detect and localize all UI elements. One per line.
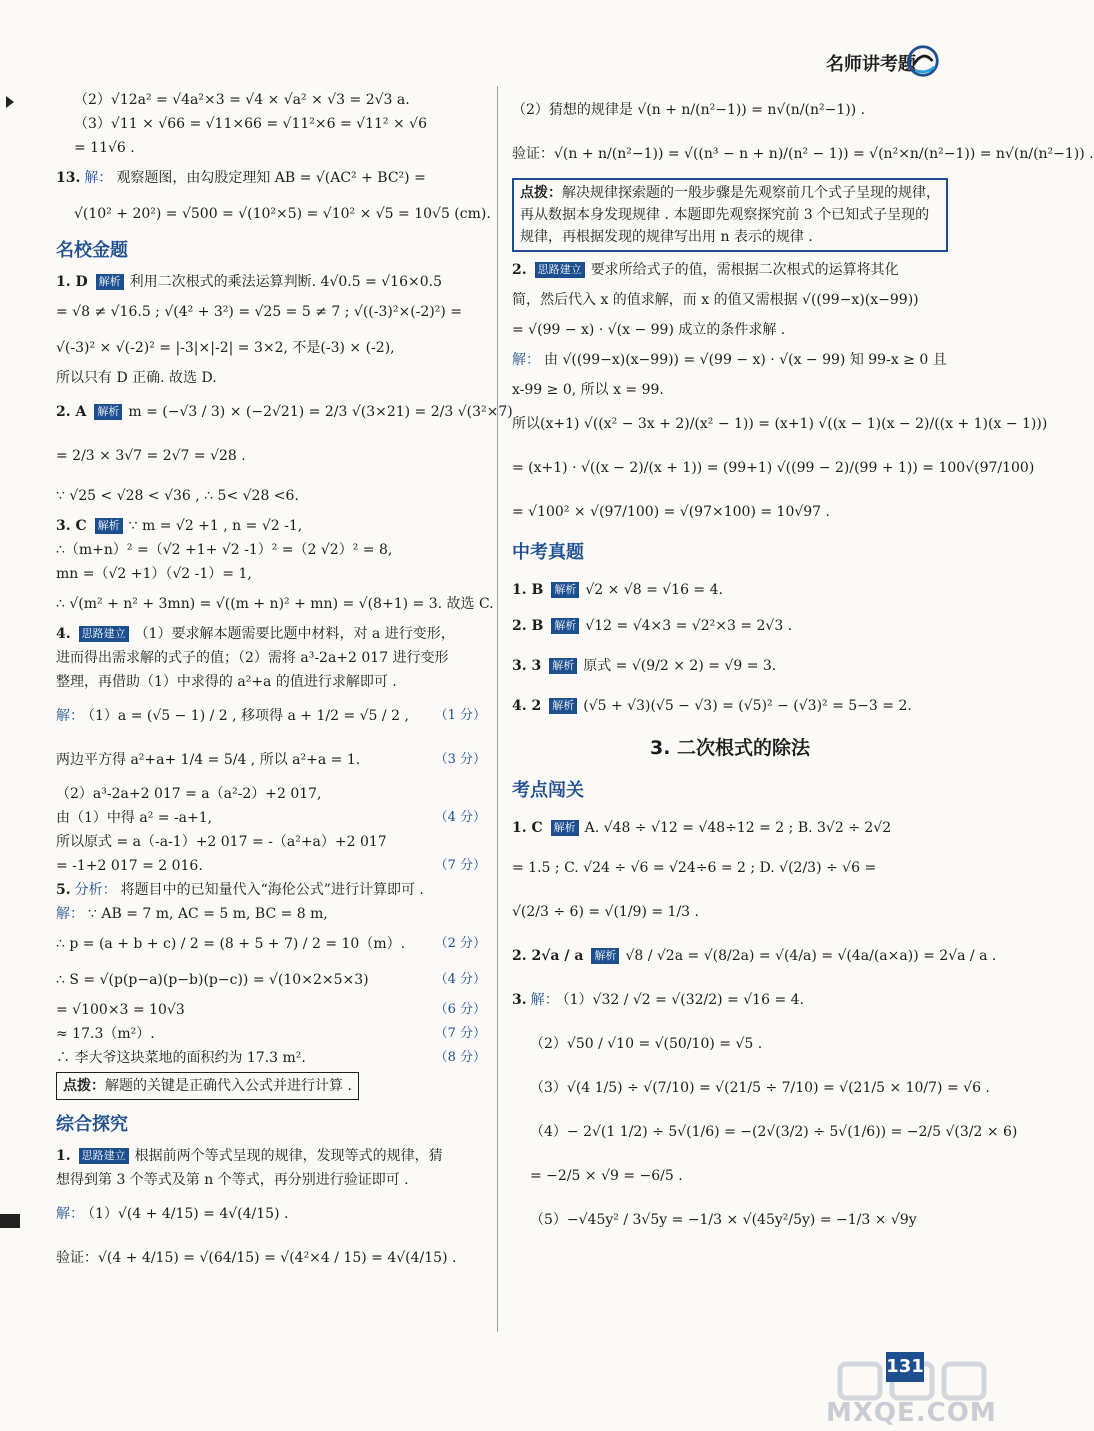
answer-text: 原式 = √(9/2 × 2) = √9 = 3. [583, 658, 777, 674]
watermark-text: MXQE.COM [826, 1398, 997, 1428]
answer-text: （1）要求解本题需要比题中材料，对 a 进行变形， [134, 626, 455, 642]
answer-line [512, 258, 948, 282]
score-note: （3 分） [434, 752, 486, 767]
right-column [512, 88, 1094, 1242]
answer-line [56, 694, 486, 738]
answer-line: = (x+1) · √((x − 2)/(x + 1)) = (99+1) √((99 − 2)/(99 + 1)) = 100√(97/100) [512, 460, 1035, 476]
answer-text: = √100×3 = 10√3 [56, 1002, 185, 1018]
answer-line: 整理，再借助（1）中求得的 a²+a 的值进行求解即可 . [56, 674, 397, 690]
solution-label: 解： [512, 352, 540, 368]
answer-line [56, 806, 486, 830]
answer-line: ∴（m+n）² =（√2 +1+ √2 -1）² =（2 √2）² = 8, [56, 542, 393, 558]
answer-line: （2）√12a² = √4a²×3 = √4 × √a² × √3 = 2√3 a. [74, 92, 410, 108]
answer-text: 由 √((99−x)(x−99)) = √(99 − x) · √(x − 99) 知 99-x ≥ 0 且 [544, 352, 947, 368]
answer-text: （1）√32 / √2 = √(32/2) = √16 = 4. [562, 992, 804, 1008]
solution-label: 解： [84, 170, 113, 186]
answer-line: 简，然后代入 x 的值求解，而 x 的值又需根据 √((99−x)(x−99)) [512, 292, 919, 308]
question-number: 3. [512, 992, 527, 1008]
analysis-tag: 解析 [94, 404, 122, 420]
answer-line [56, 622, 486, 646]
answer-line: = 2/3 × 3√7 = 2√7 = √28 . [56, 448, 246, 464]
score-note: （7 分） [434, 858, 486, 873]
tip-label: 点拨： [520, 185, 562, 201]
answer-text: （1）a = (√5 − 1) / 2 , 移项得 a + 1/2 = √5 / 2 , [88, 708, 409, 724]
answer-line [56, 962, 486, 998]
answer-line: 所以原式 = a（-a-1）+2 017 = -（a²+a）+2 017 [56, 834, 387, 850]
tip-box [512, 178, 948, 252]
answer-line [56, 998, 486, 1022]
answer-line: （3）√(4 1/5) ÷ √(7/10) = √(21/5 ÷ 7/10) = √(21/5 × 10/7) = √6 . [530, 1080, 990, 1096]
answer-line: √(2/3 ÷ 6) = √(1/9) = 1/3 . [512, 904, 699, 920]
solution-label: 解： [56, 906, 84, 922]
answer-line [56, 1144, 486, 1168]
approach-tag: 思路建立 [79, 626, 129, 642]
question-number: 2. B [512, 618, 544, 634]
approach-tag: 思路建立 [535, 262, 585, 278]
answer-line: （5）−√45y² / 3√5y = −1/3 × √(45y²/5y) = −1/3 × √9y [530, 1212, 917, 1228]
page-edge-marker [6, 96, 14, 108]
question-number: 3. 3 [512, 658, 542, 674]
answer-line: （2）a³-2a+2 017 = a（a²-2）+2 017, [56, 786, 322, 802]
question-number: 4. [56, 626, 71, 642]
question-number: 1. C [512, 820, 543, 836]
score-note: （6 分） [434, 1002, 486, 1017]
answer-line: √(10² + 20²) = √500 = √(10²×5) = √10² × √5 = 10√5 (cm). [74, 206, 491, 222]
answer-line: 所以只有 D 正确. 故选 D. [56, 370, 217, 386]
answer-line: = 11√6 . [74, 140, 135, 156]
answer-line: = √100² × √(97/100) = √(97×100) = 10√97 . [512, 504, 830, 520]
question-number: 2. 2√a / a [512, 948, 584, 964]
answer-line [56, 160, 486, 196]
answer-line [56, 902, 486, 926]
answer-text: A. √48 ÷ √12 = √48÷12 = 2 ; B. 3√2 ÷ 2√2 [584, 820, 892, 836]
score-note: （2 分） [434, 936, 486, 951]
analysis-tag: 解析 [551, 820, 579, 836]
section-heading: 综合探究 [56, 1114, 128, 1135]
answer-line [56, 854, 486, 878]
page-edge-marker [0, 1214, 20, 1228]
question-number: 2. [512, 262, 527, 278]
answer-line: ∴ √(m² + n² + 3mn) = √((m + n)² + mn) = √(8+1) = 3. 故选 C. [56, 596, 494, 612]
section-heading: 名校金题 [56, 240, 128, 261]
answer-line [512, 810, 948, 846]
tip-label: 点拨： [63, 1078, 105, 1094]
question-number: 4. 2 [512, 698, 542, 714]
question-number: 5. [56, 882, 71, 898]
tip-text: 解决规律探索题的一般步骤是先观察前几个式子呈现的规律，再从数据本身发现规律 . 本题即先观察探究前 3 个已知式子呈现的规律，再根据发现的规律写出用 n 表示的规律 . [520, 185, 940, 245]
solution-label: 解： [530, 992, 559, 1008]
answer-line [56, 514, 486, 538]
section-heading: 考点闯关 [512, 780, 584, 801]
answer-text: m = (−√3 / 3) × (−2√21) = 2/3 √(3×21) = 2/3 √(3²×7) [128, 404, 513, 420]
answer-line [56, 270, 486, 294]
answer-line [512, 608, 948, 644]
analysis-tag: 解析 [549, 658, 577, 674]
answer-line [512, 572, 948, 608]
analysis-tag: 解析 [549, 698, 577, 714]
answer-text: ∴ S = √(p(p−a)(p−b)(p−c)) = √(10×2×5×3) [56, 972, 369, 988]
score-note: （8 分） [434, 1050, 486, 1065]
question-number: 1. B [512, 582, 544, 598]
answer-line: = √8 ≠ √16.5 ; √(4² + 3²) = √25 = 5 ≠ 7 ; √((-3)²×(-2)²) = [56, 304, 463, 320]
analysis-tag: 解析 [95, 518, 123, 534]
answer-line: （4）− 2√(1 1/2) ÷ 5√(1/6) = −(2√(3/2) ÷ 5√(1/6)) = −2/5 √(3/2 × 6) [530, 1124, 1018, 1140]
answer-line: √(-3)² × √(-2)² = |-3|×|-2| = 3×2, 不是(-3) × (-2), [56, 340, 395, 356]
score-note: （1 分） [434, 708, 486, 723]
answer-text: ∵ AB = 7 m, AC = 5 m, BC = 8 m, [88, 906, 328, 922]
answer-text: 观察题图，由勾股定理知 AB = √(AC² + BC²) = [116, 170, 426, 186]
answer-line: ∵ √25 < √28 < √36 , ∴ 5< √28 <6. [56, 488, 299, 504]
question-number: 2. A [56, 404, 87, 420]
analysis-tag: 解析 [591, 948, 619, 964]
answer-line: 验证：√(n + n/(n²−1)) = √((n³ − n + n)/(n² − 1)) = √(n²×n/(n²−1)) = n√(n/(n²−1)) . [512, 146, 1094, 162]
answer-line: 验证：√(4 + 4/15) = √(64/15) = √(4²×4 / 15) = 4√(4/15) . [56, 1250, 457, 1266]
answer-line [56, 390, 513, 434]
answer-text: ∴ 李大爷这块菜地的面积约为 17.3 m². [56, 1050, 306, 1066]
approach-tag: 思路建立 [79, 1148, 129, 1164]
score-note: （4 分） [434, 972, 486, 987]
answer-line: x-99 ≥ 0, 所以 x = 99. [512, 382, 664, 398]
answer-line [56, 738, 486, 782]
answer-line [512, 934, 997, 978]
left-column [56, 88, 513, 1280]
question-number: 1. D [56, 274, 88, 290]
question-number: 13. [56, 170, 81, 186]
answer-line [512, 978, 948, 1022]
answer-text: 根据前两个等式呈现的规律，发现等式的规律，猜 [134, 1148, 443, 1164]
answer-text: = -1+2 017 = 2 016. [56, 858, 203, 874]
answer-text: ∴ p = (a + b + c) / 2 = (8 + 5 + 7) / 2 = 10（m）. [56, 936, 406, 952]
score-note: （7 分） [434, 1026, 486, 1041]
answer-text: √12 = √4×3 = √2²×3 = 2√3 . [585, 618, 793, 634]
answer-line: 想得到第 3 个等式及第 n 个等式，再分别进行验证即可 . [56, 1172, 409, 1188]
answer-line: （2）猜想的规律是 √(n + n/(n²−1)) = n√(n/(n²−1)) . [512, 102, 866, 118]
analysis-label: 分析： [74, 882, 117, 898]
header-title: 名师讲考题 [826, 54, 916, 75]
answer-text: √2 × √8 = √16 = 4. [585, 582, 723, 598]
question-number: 3. C [56, 518, 87, 534]
column-divider [497, 86, 498, 1332]
page-number: 131 [886, 1352, 924, 1382]
question-number: 1. [56, 1148, 71, 1164]
answer-text: 两边平方得 a²+a+ 1/4 = 5/4 , 所以 a²+a = 1. [56, 752, 361, 768]
answer-line [56, 1022, 486, 1046]
answer-line: = √(99 − x) · √(x − 99) 成立的条件求解 . [512, 322, 786, 338]
answer-text: (√5 + √3)(√5 − √3) = (√5)² − (√3)² = 5−3 = 2. [583, 698, 912, 714]
answer-line [56, 878, 486, 902]
answer-line [512, 342, 948, 378]
answer-text: ∵ m = √2 +1 , n = √2 -1, [128, 518, 303, 534]
answer-line [512, 688, 948, 724]
score-note: （4 分） [434, 810, 486, 825]
analysis-tag: 解析 [551, 582, 579, 598]
solution-label: 解： [56, 708, 84, 724]
answer-line [512, 644, 948, 688]
section-heading: 中考真题 [512, 542, 584, 563]
answer-text: 将题目中的已知量代入“海伦公式”进行计算即可 . [120, 882, 424, 898]
answer-line: 进而得出需求解的式子的值；（2）需将 a³-2a+2 017 进行变形 [56, 650, 449, 666]
answer-line: 所以(x+1) √((x² − 3x + 2)/(x² − 1)) = (x+1) √((x − 1)(x − 2)/((x + 1)(x − 1))) [512, 416, 1048, 432]
answer-line [56, 926, 486, 962]
answer-text: （1）√(4 + 4/15) = 4√(4/15) . [88, 1206, 289, 1222]
answer-line [56, 1192, 486, 1236]
answer-line [56, 1046, 486, 1070]
answer-line: （2）√50 / √10 = √(50/10) = √5 . [530, 1036, 763, 1052]
analysis-tag: 解析 [551, 618, 579, 634]
answer-line: = 1.5 ; C. √24 ÷ √6 = √24÷6 = 2 ; D. √(2/3) ÷ √6 = [512, 860, 877, 876]
answer-text: √8 / √2a = √(8/2a) = √(4/a) = √(4a/(a×a)) = 2√a / a . [625, 948, 997, 964]
answer-text: 由（1）中得 a² = -a+1, [56, 810, 213, 826]
answer-line: （3）√11 × √66 = √11×66 = √11²×6 = √11² × √6 [74, 116, 427, 132]
analysis-tag: 解析 [96, 274, 124, 290]
answer-text: 利用二次根式的乘法运算判断. 4√0.5 = √16×0.5 [129, 274, 442, 290]
answer-text: 要求所给式子的值，需根据二次根式的运算将其化 [590, 262, 899, 278]
chapter-heading: 3. 二次根式的除法 [649, 737, 811, 759]
solution-label: 解： [56, 1206, 84, 1222]
tip-box [56, 1072, 359, 1100]
tip-text: 解题的关键是正确代入公式并进行计算 . [105, 1078, 352, 1094]
swirl-logo-icon [904, 42, 942, 80]
answer-text: ≈ 17.3（m²）. [56, 1026, 155, 1042]
answer-line: mn =（√2 +1）（√2 -1）= 1, [56, 566, 252, 582]
answer-line: = −2/5 × √9 = −6/5 . [530, 1168, 683, 1184]
